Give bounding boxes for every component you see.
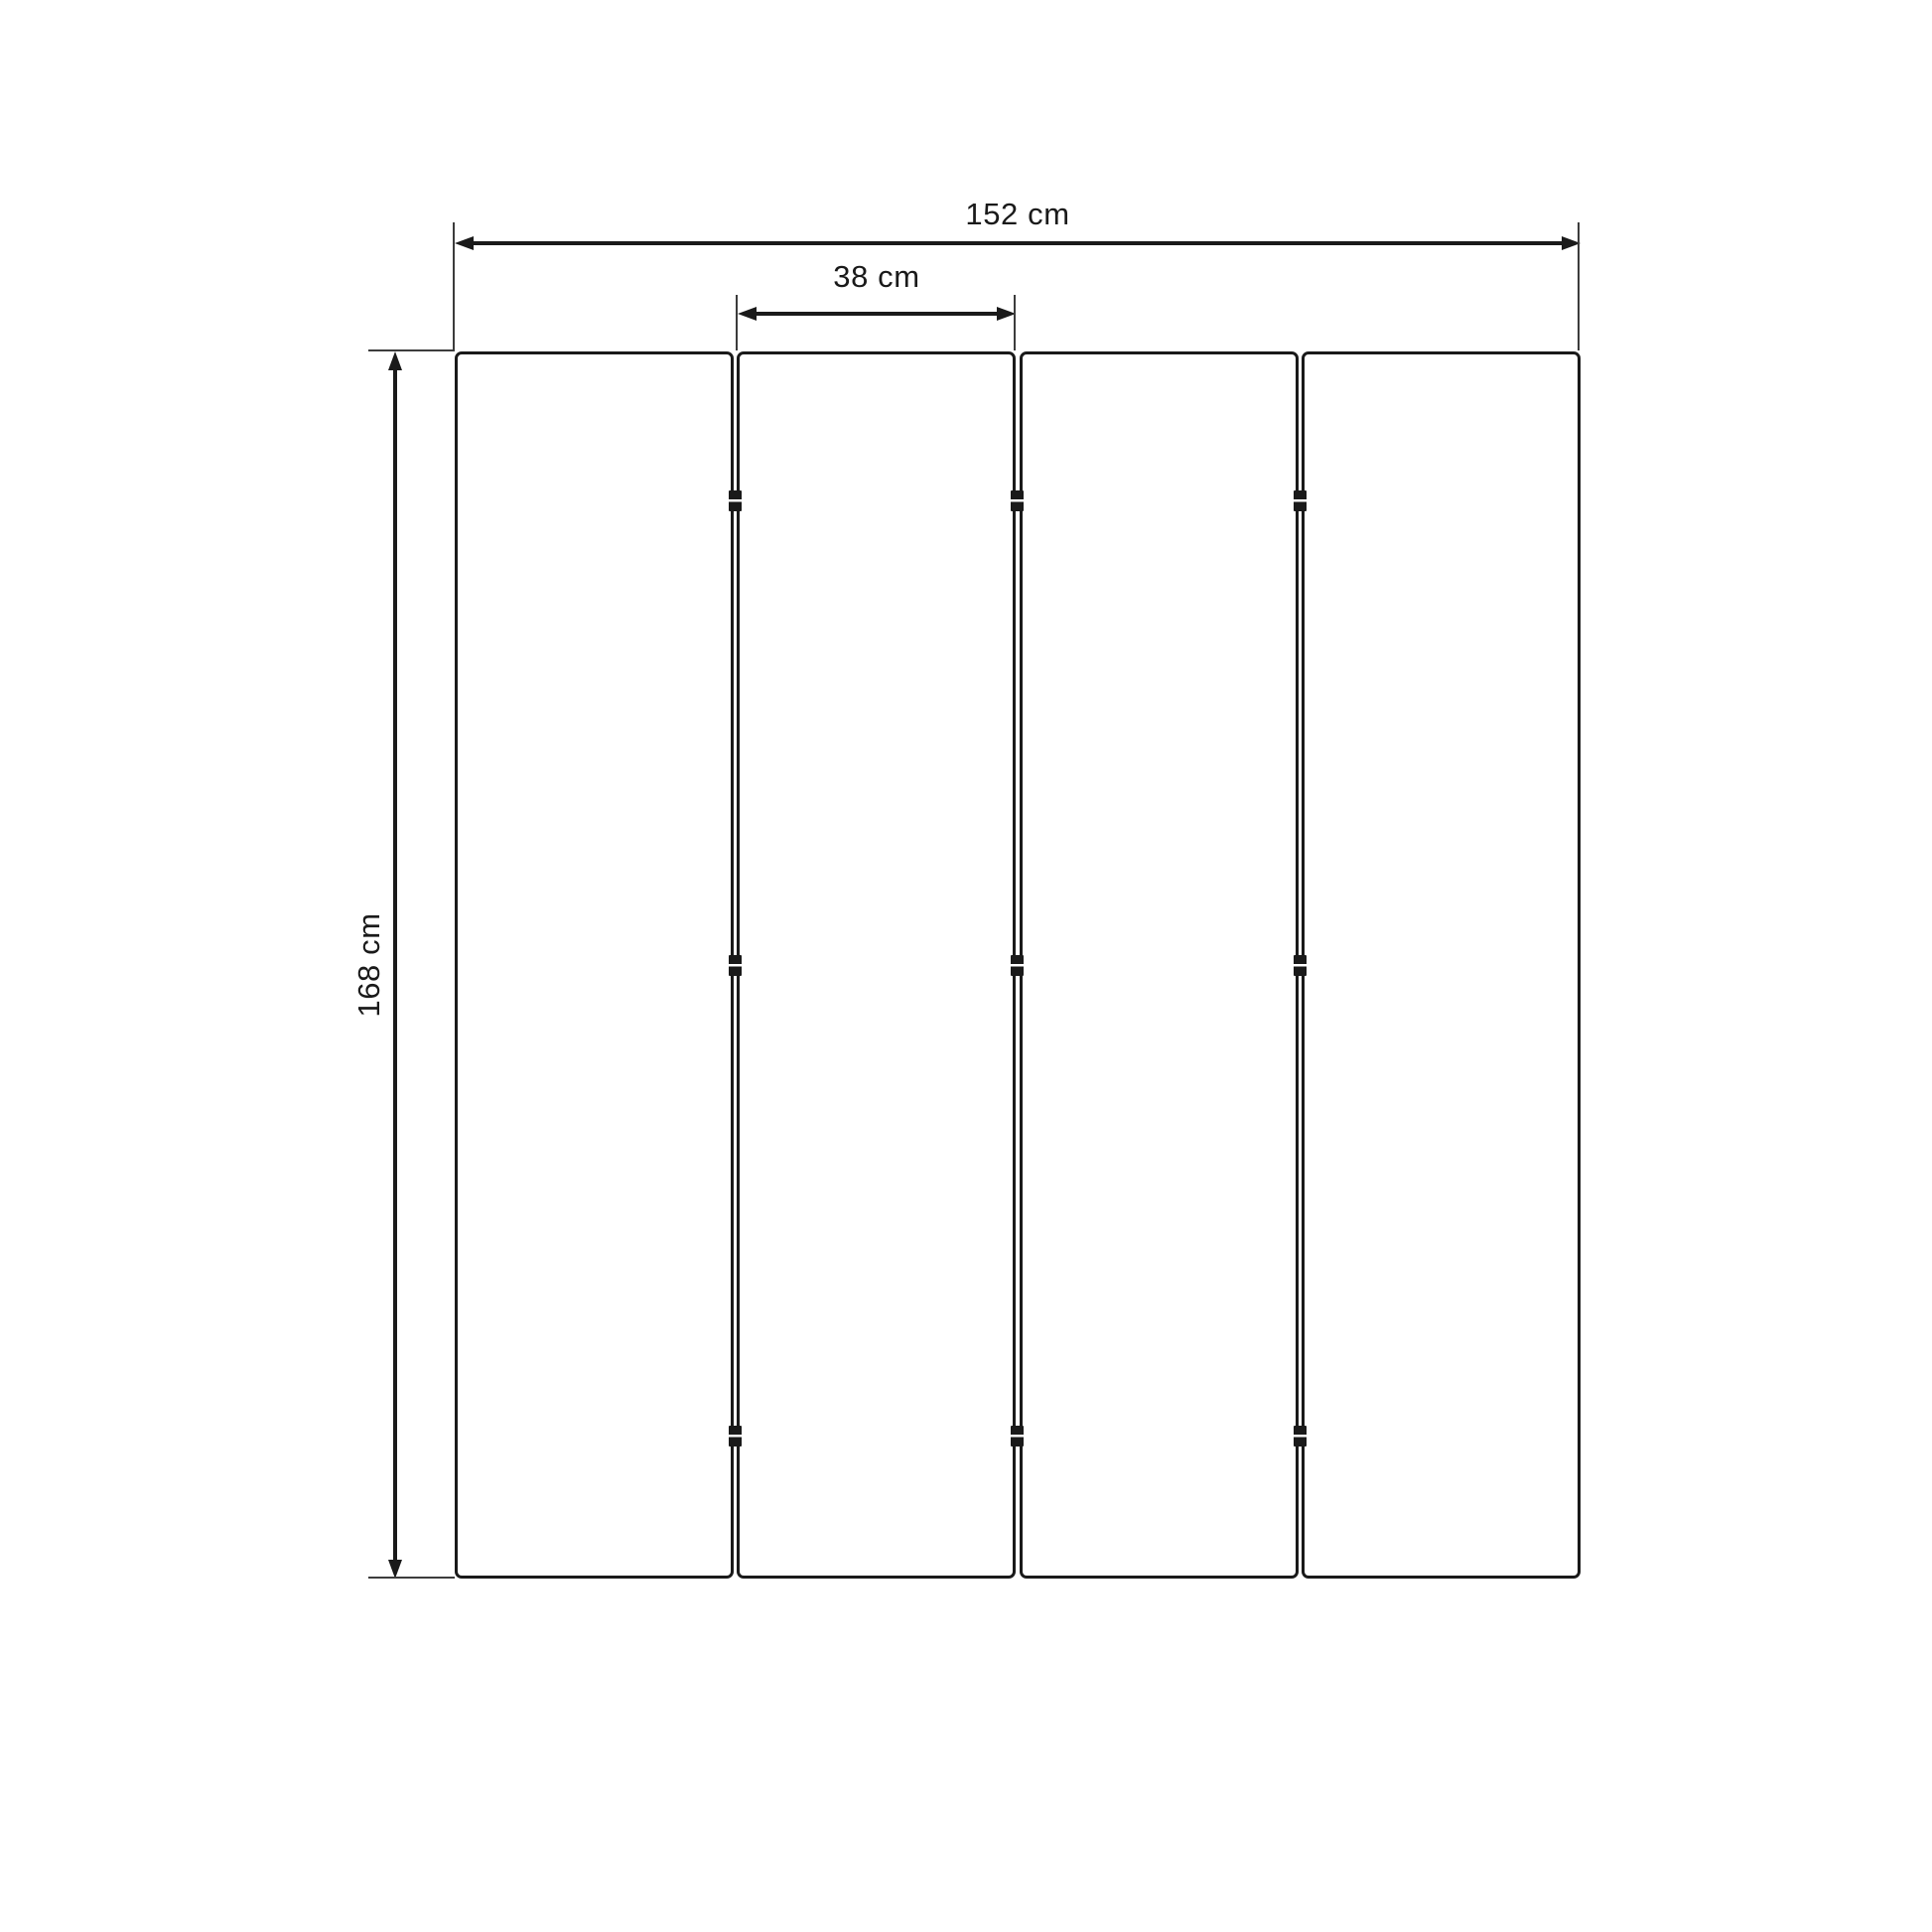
hinge-mark [729, 955, 742, 976]
dimension-tick-top [368, 349, 455, 351]
height-dimension-label: 168 cm [351, 912, 386, 1018]
hinge-mark [1011, 490, 1024, 511]
divider-panel-1 [455, 351, 734, 1579]
dimension-tick-bottom [368, 1577, 455, 1579]
extension-line-total-left [453, 222, 455, 350]
hinge-mark [1294, 955, 1307, 976]
extension-line-panel-left [736, 295, 738, 350]
panel-width-dimension-line [750, 312, 1004, 316]
arrowhead-left-icon [455, 236, 474, 250]
divider-panel-3 [1020, 351, 1299, 1579]
arrowhead-up-icon [388, 351, 402, 370]
extension-line-panel-right [1014, 295, 1016, 350]
arrowhead-left-icon [738, 307, 757, 321]
hinge-mark [729, 490, 742, 511]
hinge-mark [1294, 1426, 1307, 1447]
divider-panel-4 [1302, 351, 1581, 1579]
hinge-mark [729, 1426, 742, 1447]
divider-panel-2 [737, 351, 1016, 1579]
hinge-mark [1011, 1426, 1024, 1447]
height-dimension-line [393, 367, 397, 1565]
total-width-dimension-line [469, 241, 1567, 245]
hinge-mark [1011, 955, 1024, 976]
panel-width-dimension-label: 38 cm [833, 259, 920, 294]
extension-line-total-right [1578, 222, 1580, 350]
total-width-dimension-label: 152 cm [965, 197, 1070, 231]
hinge-mark [1294, 490, 1307, 511]
